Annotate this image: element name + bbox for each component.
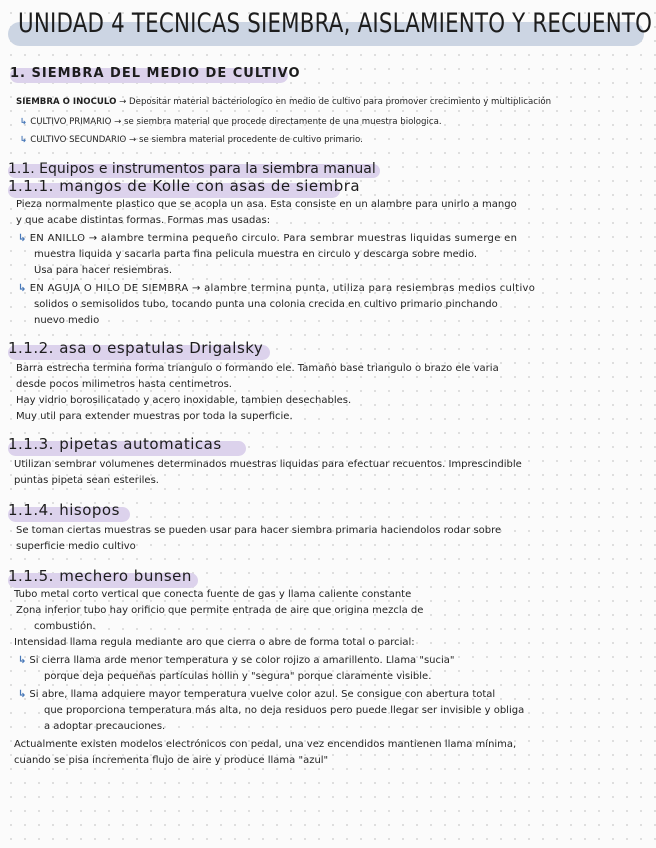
text-line: puntas pipeta sean esteriles. [14, 475, 159, 486]
text-line: Intensidad llama regula mediante aro que cierra o abre de forma total o parcial: [14, 637, 415, 648]
subsection-1-1-3-heading [8, 434, 222, 456]
subsection-heading-text: 1.1.5. mechero bunsen [8, 567, 192, 585]
subsection-1-1-5-heading [8, 566, 192, 588]
bullet-continuation: a adoptar precauciones. [44, 721, 166, 732]
subsection-heading-text: 1.1.3. pipetas automaticas [8, 435, 222, 453]
bullet-line [18, 232, 517, 245]
text-line: Hay vidrio borosilicatado y acero inoxidable, tambien desechables. [16, 395, 352, 406]
section-1-1-heading [8, 158, 376, 177]
subsection-heading-text: 1.1.2. asa o espatulas Drigalsky [8, 339, 264, 357]
bullet-text: Si cierra llama arde menor temperatura y se color rojizo a amarillento. Llama "sucia" [29, 655, 455, 666]
list-item-text: CULTIVO PRIMARIO → se siembra material que procede directamente de una muestra biologica. [30, 117, 442, 127]
text-line: Zona inferior tubo hay orificio que permite entrada de aire que origina mezcla de [16, 605, 424, 616]
text-line: Tubo metal corto vertical que conecta fuente de gas y llama caliente constante [14, 589, 412, 600]
subsection-1-1-4-heading [8, 500, 120, 522]
text-line: Barra estrecha termina forma triangulo o formando ele. Tamaño base triangulo o brazo ele varia [16, 363, 499, 374]
text-line: superficie medio cultivo [16, 541, 136, 552]
arrow-icon: ↳ [18, 655, 27, 666]
arrow-icon: ↳ [20, 135, 28, 145]
bullet-continuation: muestra liquida y sacarla parta fina pelicula muestra en circulo y descarga sobre medio. [34, 249, 478, 260]
definition-text: → Depositar material bacteriologico en medio de cultivo para promover crecimiento y multiplicación [119, 97, 552, 107]
text-line: desde pocos milimetros hasta centimetros. [16, 379, 232, 390]
list-item [20, 116, 442, 129]
title-block [8, 4, 653, 48]
text-line: Utilizan sembrar volumenes determinados muestras liquidas para efectuar recuentos. Imprescindible [14, 459, 522, 470]
bullet-text: EN ANILLO → alambre termina pequeño circulo. Para sembrar muestras liquidas sumerge en [29, 233, 518, 244]
section-1-heading [10, 62, 301, 84]
list-item [20, 134, 363, 147]
bullet-line [18, 654, 455, 667]
section-1-heading-text: 1. SIEMBRA DEL MEDIO DE CULTIVO [10, 66, 301, 81]
bullet-line [18, 282, 535, 295]
text-line: combustión. [34, 621, 96, 632]
bullet-text: EN AGUJA O HILO DE SIEMBRA → alambre termina punta, utiliza para resiembras medios cultivo [29, 283, 536, 294]
bullet-text: Si abre, llama adquiere mayor temperatura vuelve color azul. Se consigue con abertura total [29, 689, 496, 700]
text-line: Pieza normalmente plastico que se acopla un asa. Esta consiste en un alambre para unirlo a mango [16, 199, 517, 210]
bullet-continuation: nuevo medio [34, 315, 100, 326]
bullet-continuation: porque deja pequeñas partículas hollin y "segura" porque claramente visible. [44, 671, 432, 682]
bullet-line [18, 688, 495, 701]
section-1-1-heading-text: 1.1. Equipos e instrumentos para la siembra manual [8, 161, 376, 177]
list-item-text: CULTIVO SECUNDARIO → se siembra material procedente de cultivo primario. [30, 135, 363, 145]
definition-line [16, 96, 551, 109]
definition-term: SIEMBRA O INOCULO [16, 97, 117, 107]
page-title: UNIDAD 4 TECNICAS SIEMBRA, AISLAMIENTO Y RECUENTO [18, 8, 653, 40]
bullet-continuation: que proporciona temperatura más alta, no deja residuos pero puede llegar ser invisible y obliga [44, 705, 525, 716]
text-line: Se toman ciertas muestras se pueden usar para hacer siembra primaria haciendolos rodar sobre [16, 525, 502, 536]
bullet-continuation: Usa para hacer resiembras. [34, 265, 173, 276]
bullet-continuation: solidos o semisolidos tubo, tocando punta una colonia crecida en cultivo primario pinchando [34, 299, 498, 310]
text-line: Actualmente existen modelos electrónicos con pedal, una vez encendidos mantienen llama mínima, [14, 739, 517, 750]
subsection-heading-text: 1.1.4. hisopos [8, 501, 120, 519]
text-line: y que acabe distintas formas. Formas mas usadas: [16, 215, 271, 226]
text-line: Muy util para extender muestras por toda la superficie. [16, 411, 293, 422]
arrow-icon: ↳ [18, 233, 27, 244]
arrow-icon: ↳ [20, 117, 28, 127]
subsection-1-1-1-heading [8, 176, 360, 198]
subsection-1-1-2-heading [8, 338, 263, 360]
text-line: cuando se pisa incrementa flujo de aire y produce llama "azul" [14, 755, 329, 766]
subsection-heading-text: 1.1.1. mangos de Kolle con asas de siembra [8, 177, 361, 195]
arrow-icon: ↳ [18, 689, 27, 700]
arrow-icon: ↳ [18, 283, 27, 294]
